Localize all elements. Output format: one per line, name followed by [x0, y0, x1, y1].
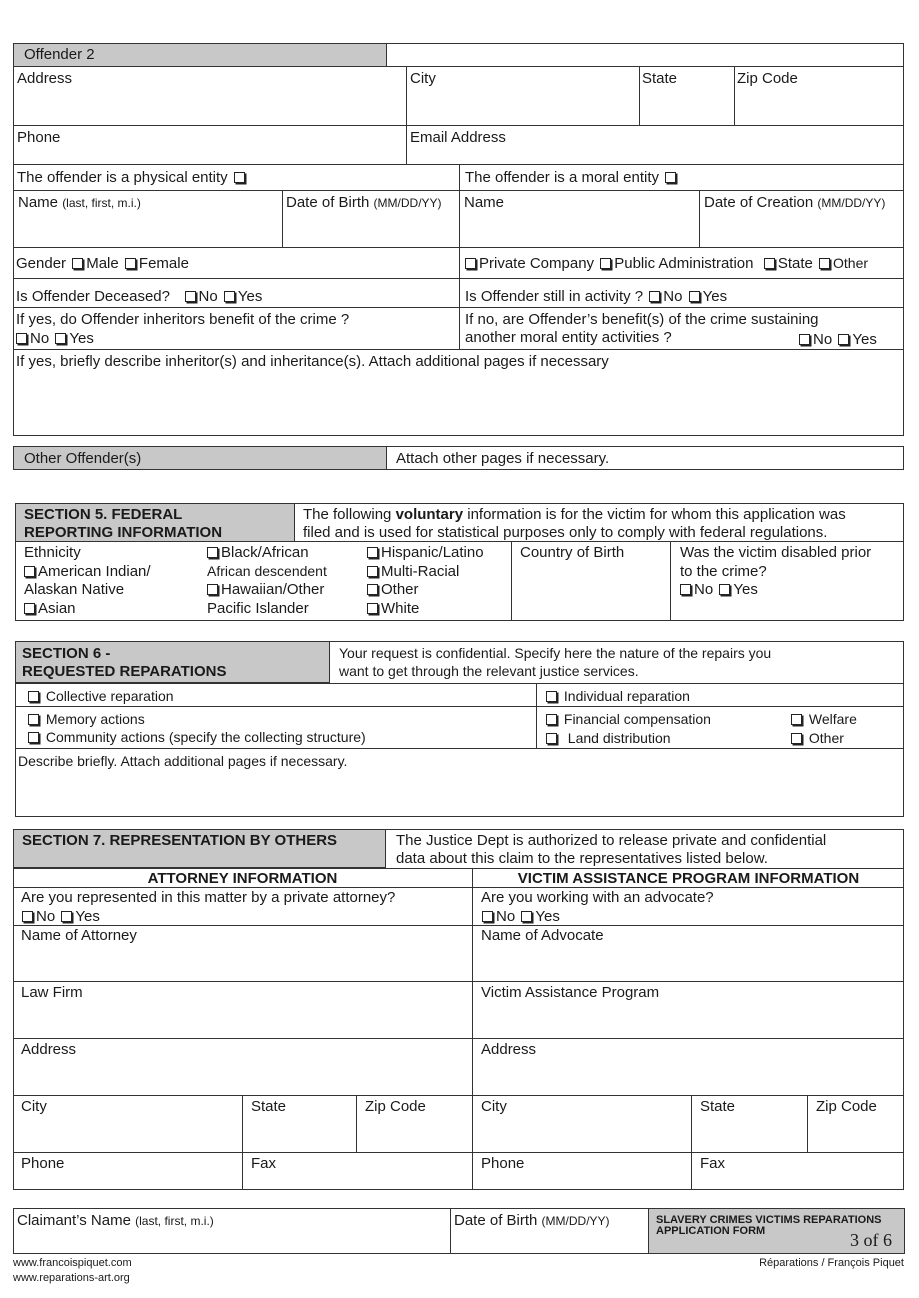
disabled-yes-checkbox[interactable]	[719, 584, 730, 595]
offender2-name-label: Name (last, first, m.i.)	[18, 194, 141, 211]
pacific-islander-label: Pacific Islander	[207, 600, 309, 617]
offender2-state-label: State	[642, 70, 678, 87]
advocate-state-label: State	[700, 1098, 736, 1115]
advocate-city-label: City	[481, 1098, 507, 1115]
section5-desc-line2: filed and is used for statistical purposes only to comply with federal regulations.	[303, 524, 828, 541]
black-african-checkbox[interactable]	[207, 547, 218, 558]
advocate-address-label: Address	[481, 1041, 537, 1058]
disabled-options: No Yes	[678, 581, 758, 599]
other-offenders-note: Attach other pages if necessary.	[396, 450, 610, 467]
multi-racial-checkbox[interactable]	[367, 566, 378, 577]
benefits-question-line2: another moral entity activities ?	[465, 329, 672, 346]
deceased-question: Is Offender Deceased?	[16, 288, 170, 305]
section7-desc-line2: data about this claim to the representatives listed below.	[396, 850, 768, 867]
male-checkbox[interactable]	[72, 258, 83, 269]
attorney-no-checkbox[interactable]	[22, 911, 33, 922]
attorney-phone-label: Phone	[21, 1155, 65, 1172]
benefits-options: No Yes	[797, 331, 877, 349]
attorney-yes-checkbox[interactable]	[61, 911, 72, 922]
section7-desc-line1: The Justice Dept is authorized to release private and confidential	[396, 832, 827, 849]
hawaiian-checkbox[interactable]	[207, 584, 218, 595]
page-number: 3 of 6	[850, 1230, 892, 1250]
deceased-no-checkbox[interactable]	[185, 291, 196, 302]
section6-desc-line2: want to get through the relevant justice services.	[339, 663, 639, 679]
name-of-advocate-label: Name of Advocate	[481, 927, 604, 944]
deceased-field: Is Offender Deceased? No Yes	[16, 288, 263, 305]
other-entity-checkbox[interactable]	[819, 258, 830, 269]
attorney-state-label: State	[251, 1098, 287, 1115]
offender2-title: Offender 2	[24, 46, 95, 63]
gender-label: Gender	[16, 255, 67, 272]
country-of-birth-label: Country of Birth	[520, 544, 625, 561]
attorney-city-label: City	[21, 1098, 47, 1115]
other-reparation-option[interactable]: Other	[789, 729, 844, 747]
inheritors-options: No Yes	[14, 330, 94, 348]
financial-option[interactable]: Financial compensation	[544, 710, 711, 728]
hawaiian-option[interactable]: Hawaiian/Other	[205, 581, 324, 599]
attorney-fax-label: Fax	[251, 1155, 277, 1172]
public-admin-checkbox[interactable]	[600, 258, 611, 269]
entity-type-field: Private Company Public Administration State Other	[463, 254, 868, 273]
attorney-header: ATTORNEY INFORMATION	[147, 870, 338, 887]
offender2-address-label: Address	[17, 70, 73, 87]
attorney-address-label: Address	[21, 1041, 77, 1058]
white-checkbox[interactable]	[367, 603, 378, 614]
footer-credit: Réparations / François Piquet	[759, 1257, 904, 1269]
offender2-dob-label: Date of Birth (MM/DD/YY)	[286, 194, 442, 211]
section6-title-line2: REQUESTED REPARATIONS	[22, 663, 227, 680]
attorney-options: No Yes	[20, 908, 100, 926]
activity-field: Is Offender still in activity ? No Yes	[465, 288, 728, 305]
female-checkbox[interactable]	[125, 258, 136, 269]
asian-option[interactable]: Asian	[22, 600, 76, 618]
activity-yes-checkbox[interactable]	[689, 291, 700, 302]
individual-option[interactable]: Individual reparation	[544, 687, 690, 705]
welfare-checkbox[interactable]	[791, 714, 802, 725]
footer-site1[interactable]: www.francoispiquet.com	[13, 1257, 132, 1269]
offender2-zip-label: Zip Code	[737, 70, 798, 87]
physical-entity-label: The offender is a physical entity	[17, 169, 228, 186]
date-of-creation-label: Date of Creation (MM/DD/YY)	[704, 194, 886, 211]
law-firm-label: Law Firm	[21, 984, 83, 1001]
attorney-question: Are you represented in this matter by a private attorney?	[21, 889, 396, 906]
offender2-email-label: Email Address	[410, 129, 506, 146]
section7-title: SECTION 7. REPRESENTATION BY OTHERS	[22, 832, 338, 849]
deceased-yes-checkbox[interactable]	[224, 291, 235, 302]
benefits-no-checkbox[interactable]	[799, 334, 810, 345]
footer-site2[interactable]: www.reparations-art.org	[13, 1272, 130, 1284]
claimant-dob-label: Date of Birth (MM/DD/YY)	[454, 1212, 610, 1229]
welfare-option[interactable]: Welfare	[789, 710, 857, 728]
asian-checkbox[interactable]	[24, 603, 35, 614]
benefits-question-line1: If no, are Offender’s benefit(s) of the crime sustaining	[465, 311, 819, 328]
collective-option[interactable]: Collective reparation	[26, 687, 174, 705]
vap-label: Victim Assistance Program	[481, 984, 660, 1001]
gender-field: Gender Male Female	[16, 255, 189, 272]
advocate-yes-checkbox[interactable]	[521, 911, 532, 922]
section5-desc-line1: The following voluntary information is for the victim for whom this application was	[303, 506, 846, 523]
physical-entity-option[interactable]	[17, 169, 248, 187]
section5-title-line2: REPORTING INFORMATION	[24, 524, 223, 541]
disabled-question-line2: to the crime?	[680, 563, 767, 580]
section6-describe-label: Describe briefly. Attach additional pages if necessary.	[18, 753, 348, 769]
advocate-fax-label: Fax	[700, 1155, 726, 1172]
disabled-question-line1: Was the victim disabled prior	[680, 544, 872, 561]
inheritors-no-checkbox[interactable]	[16, 333, 27, 344]
name-of-attorney-label: Name of Attorney	[21, 927, 137, 944]
private-company-checkbox[interactable]	[465, 258, 476, 269]
moral-entity-option[interactable]	[465, 169, 679, 187]
offender2-city-label: City	[410, 70, 436, 87]
community-checkbox[interactable]	[28, 732, 39, 743]
ethnicity-label: Ethnicity	[24, 544, 81, 561]
advocate-zip-label: Zip Code	[816, 1098, 877, 1115]
moral-entity-checkbox[interactable]	[665, 172, 676, 183]
american-indian-checkbox[interactable]	[24, 566, 35, 577]
financial-checkbox[interactable]	[546, 714, 557, 725]
land-option[interactable]: Land distribution	[544, 729, 671, 747]
other-reparation-checkbox[interactable]	[791, 733, 802, 744]
state-checkbox[interactable]	[764, 258, 775, 269]
form-title-line1: SLAVERY CRIMES VICTIMS REPARATIONS	[656, 1214, 882, 1226]
moral-entity-label: The offender is a moral entity	[465, 169, 659, 186]
individual-checkbox[interactable]	[546, 691, 557, 702]
advocate-header: VICTIM ASSISTANCE PROGRAM INFORMATION	[517, 870, 860, 887]
advocate-phone-label: Phone	[481, 1155, 525, 1172]
claimant-name-label: Claimant’s Name (last, first, m.i.)	[17, 1212, 214, 1229]
inheritors-question: If yes, do Offender inheritors benefit of the crime ?	[16, 311, 350, 328]
alaskan-native-label: Alaskan Native	[24, 581, 125, 598]
activity-question: Is Offender still in activity ?	[465, 288, 644, 305]
collective-checkbox[interactable]	[28, 691, 39, 702]
hispanic-checkbox[interactable]	[367, 547, 378, 558]
land-checkbox[interactable]	[546, 733, 557, 744]
section6-desc-line1: Your request is confidential. Specify here the nature of the repairs you	[339, 645, 772, 661]
disabled-no-checkbox[interactable]	[680, 584, 691, 595]
black-african-option[interactable]: Black/African	[205, 544, 309, 562]
offender2-phone-label: Phone	[17, 129, 61, 146]
entity-name-label: Name	[464, 194, 505, 211]
activity-no-checkbox[interactable]	[649, 291, 660, 302]
community-option[interactable]: Community actions (specify the collecting structure)	[26, 728, 366, 746]
physical-entity-checkbox[interactable]	[234, 172, 245, 183]
african-descendent-label: African descendent	[207, 563, 327, 579]
section5-title-line1: SECTION 5. FEDERAL	[24, 506, 183, 523]
american-indian-option[interactable]: American Indian/	[22, 563, 151, 581]
inheritors-yes-checkbox[interactable]	[55, 333, 66, 344]
attorney-zip-label: Zip Code	[365, 1098, 426, 1115]
multi-racial-option[interactable]: Multi-Racial	[365, 563, 459, 581]
benefits-yes-checkbox[interactable]	[838, 334, 849, 345]
advocate-no-checkbox[interactable]	[482, 911, 493, 922]
other-ethnicity-option[interactable]: Other	[365, 581, 419, 599]
advocate-question: Are you working with an advocate?	[481, 889, 714, 906]
hispanic-option[interactable]: Hispanic/Latino	[365, 544, 484, 562]
memory-checkbox[interactable]	[28, 714, 39, 725]
form-title-line2: APPLICATION FORM	[656, 1225, 766, 1237]
other-offenders-title: Other Offender(s)	[24, 450, 142, 467]
other-ethnicity-checkbox[interactable]	[367, 584, 378, 595]
describe-inheritors-label: If yes, briefly describe inheritor(s) and inheritance(s). Attach additional pages if necessary	[16, 353, 609, 370]
memory-option[interactable]: Memory actions	[26, 710, 145, 728]
white-option[interactable]: White	[365, 600, 419, 618]
advocate-options: No Yes	[480, 908, 560, 926]
section6-title-line1: SECTION 6 -	[22, 645, 111, 662]
